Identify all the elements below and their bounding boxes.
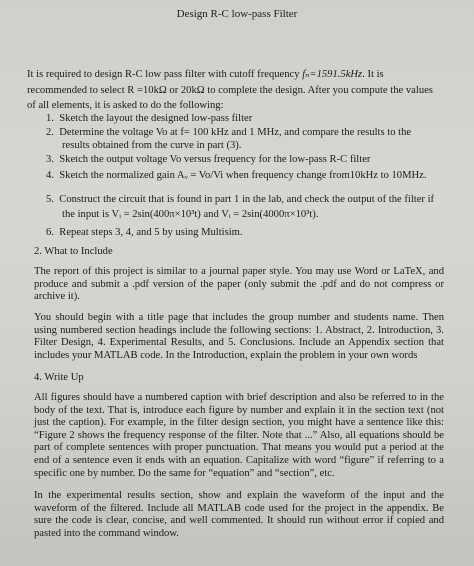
step-2-continued: results obtained from the curve in part (3). — [62, 140, 242, 151]
step-number: 3. — [46, 154, 54, 165]
step-2 — [46, 127, 411, 140]
step-number: 1. — [46, 113, 54, 124]
page-title: Design R-C low-pass Filter — [176, 8, 298, 20]
step-3 — [46, 154, 370, 167]
step-text: Construct the circuit that is found in part 1 in the lab, and check the output of the filter if — [59, 194, 435, 205]
section-2-paragraph-2: You should begin with a title page that includes the group number and students name. Then using numbered section headings include the following sections: 1. Abstract, 2. Introduction, 3. Filter Design, 4. Experimental Results, and 5. Conclusions. Include an Appendix section that includes your MATLAB code. In the Introduction, explain the problem in your own words — [34, 312, 444, 361]
step-text: Sketch the normalized gain Aᵥ = Vo/Vi when frequency change from10kHz to 10MHz. — [59, 170, 427, 181]
intro-line-2: recommended to select R =10kΩ or 20kΩ to complete the design. After you compute the values — [27, 85, 433, 96]
intro-line-3: of all elements, it is asked to do the following: — [27, 100, 224, 111]
step-4 — [46, 170, 427, 183]
step-text: Sketch the layout the designed low-pass filter — [59, 113, 253, 124]
section-4-heading: 4. Write Up — [34, 372, 84, 383]
step-text: Repeat steps 3, 4, and 5 by using Multisim. — [59, 227, 243, 238]
step-text: Determine the voltage Vo at f= 100 kHz and 1 MHz, and compare the results to the — [59, 127, 412, 138]
step-number: 2. — [46, 127, 54, 138]
intro-line-1 — [27, 69, 384, 82]
section-2-paragraph-1: The report of this project is similar to a journal paper style. You may use Word or LaTeX, and produce and submit a .pdf version of the paper (only submit the .pdf and do not compress or archive it). — [34, 266, 444, 303]
step-text: Sketch the output voltage Vo versus frequency for the low-pass R-C filter — [59, 154, 371, 165]
section-2-heading: 2. What to Include — [34, 246, 113, 257]
step-number: 4. — [46, 170, 54, 181]
cutoff-frequency-expression: fₙ=1591.5kHz — [302, 69, 363, 80]
intro-line-1-text: It is required to design R-C low pass filter with cutoff frequency — [27, 69, 300, 80]
section-4-paragraph-1: All figures should have a numbered caption with brief description and also be referred to in the body of the text. That is, introduce each figure by number and explain it in the section text (not just the caption). For example, in the filter design section, you might have a sentence like this: “Figure 2 shows the frequency response of the filter. Note that ...” Also, all equations should be part of complete sentences with proper punctuation. That means you would put a period at the end of a sentence even it ends with an equation. Capitalize with word “figure” if referring to a specific one by number. Do the same for “equation” and “section”, etc. — [34, 392, 444, 479]
step-number: 6. — [46, 227, 54, 238]
step-6 — [46, 227, 243, 240]
step-number: 5. — [46, 194, 54, 205]
intro-line-1-end: . It is — [362, 69, 384, 80]
section-4-paragraph-2: In the experimental results section, show and explain the waveform of the input and the waveform of the filtered. Include all MATLAB code used for the project in the appendix. Be sure the code is clear, concise, and well commented. It should run without error if copied and pasted into the command window. — [34, 490, 444, 539]
step-5-continued: the input is Vᵢ = 2sin(400π×10³t) and Vᵢ = 2sin(4000π×10³t). — [62, 209, 319, 220]
step-5 — [46, 194, 434, 207]
step-1 — [46, 113, 252, 126]
